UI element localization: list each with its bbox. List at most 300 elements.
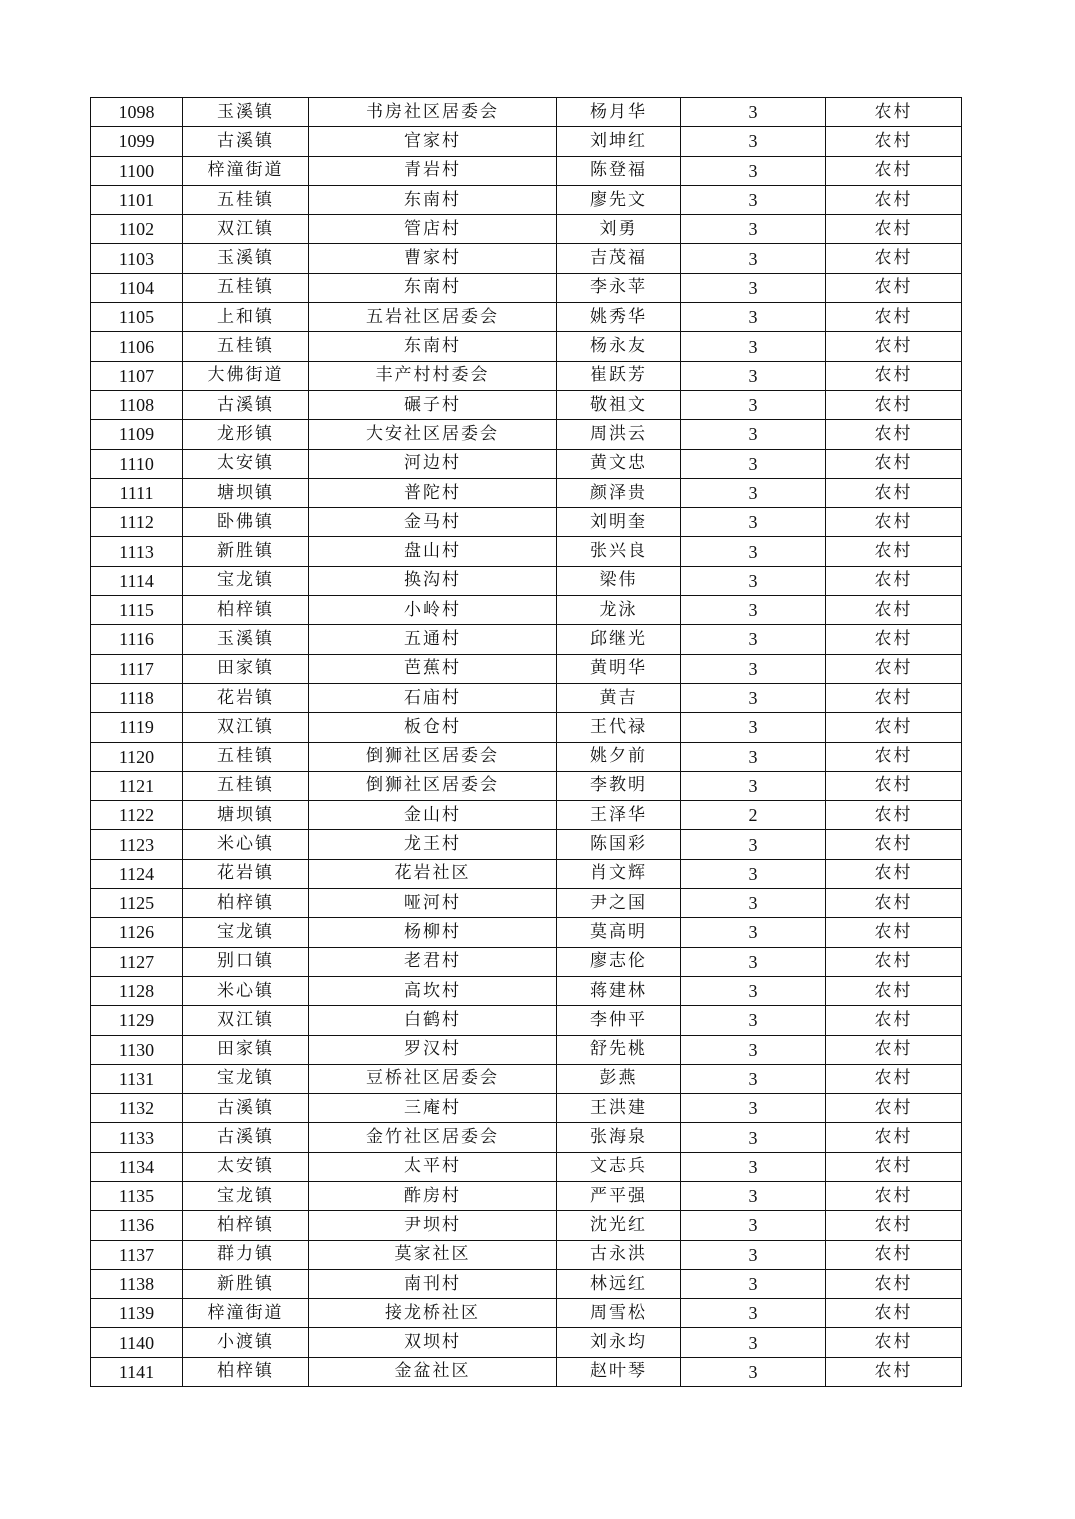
- town-cell: 群力镇: [183, 1240, 309, 1269]
- count-cell: 3: [681, 742, 826, 771]
- table-row: [91, 1328, 962, 1357]
- village-cell: 酢房村: [309, 1181, 557, 1210]
- village-cell: 金马村: [309, 508, 557, 537]
- village-cell: 东南村: [309, 273, 557, 302]
- area-type-cell: 农村: [826, 713, 962, 742]
- town-cell: 宝龙镇: [183, 1064, 309, 1093]
- village-cell: 东南村: [309, 332, 557, 361]
- area-type-cell: 农村: [826, 1094, 962, 1123]
- count-cell: 3: [681, 390, 826, 419]
- town-cell: 宝龙镇: [183, 1181, 309, 1210]
- table-row: [91, 1240, 962, 1269]
- count-cell: 3: [681, 332, 826, 361]
- row-number-cell: 1128: [91, 976, 183, 1005]
- person-name-cell: 廖志伦: [557, 947, 681, 976]
- person-name-cell: 梁伟: [557, 566, 681, 595]
- row-number-cell: 1103: [91, 244, 183, 273]
- table-row: [91, 303, 962, 332]
- count-cell: 3: [681, 625, 826, 654]
- count-cell: 3: [681, 596, 826, 625]
- area-type-cell: 农村: [826, 1035, 962, 1064]
- village-cell: 盘山村: [309, 537, 557, 566]
- town-cell: 龙形镇: [183, 420, 309, 449]
- count-cell: 3: [681, 1328, 826, 1357]
- village-cell: 普陀村: [309, 478, 557, 507]
- count-cell: 3: [681, 654, 826, 683]
- row-number-cell: 1119: [91, 713, 183, 742]
- person-name-cell: 崔跃芳: [557, 361, 681, 390]
- village-cell: 三庵村: [309, 1094, 557, 1123]
- table-row: [91, 830, 962, 859]
- table-row: [91, 215, 962, 244]
- person-name-cell: 莫高明: [557, 918, 681, 947]
- village-cell: 芭蕉村: [309, 654, 557, 683]
- row-number-cell: 1126: [91, 918, 183, 947]
- person-name-cell: 肖文辉: [557, 859, 681, 888]
- person-name-cell: 杨月华: [557, 98, 681, 127]
- area-type-cell: 农村: [826, 1211, 962, 1240]
- count-cell: 3: [681, 1094, 826, 1123]
- village-cell: 碾子村: [309, 390, 557, 419]
- row-number-cell: 1130: [91, 1035, 183, 1064]
- row-number-cell: 1132: [91, 1094, 183, 1123]
- person-name-cell: 黄吉: [557, 683, 681, 712]
- count-cell: 3: [681, 1006, 826, 1035]
- row-number-cell: 1102: [91, 215, 183, 244]
- town-cell: 古溪镇: [183, 127, 309, 156]
- table-row: [91, 1357, 962, 1386]
- table-row: [91, 361, 962, 390]
- count-cell: 3: [681, 361, 826, 390]
- table-row: [91, 801, 962, 830]
- person-name-cell: 周雪松: [557, 1299, 681, 1328]
- area-type-cell: 农村: [826, 625, 962, 654]
- table-row: [91, 449, 962, 478]
- table-row: [91, 947, 962, 976]
- table-row: [91, 420, 962, 449]
- town-cell: 太安镇: [183, 449, 309, 478]
- person-name-cell: 颜泽贵: [557, 478, 681, 507]
- area-type-cell: 农村: [826, 1006, 962, 1035]
- town-cell: 上和镇: [183, 303, 309, 332]
- village-cell: 五岩社区居委会: [309, 303, 557, 332]
- count-cell: 3: [681, 127, 826, 156]
- count-cell: 3: [681, 508, 826, 537]
- person-name-cell: 周洪云: [557, 420, 681, 449]
- area-type-cell: 农村: [826, 742, 962, 771]
- count-cell: 3: [681, 830, 826, 859]
- village-cell: 南刊村: [309, 1269, 557, 1298]
- area-type-cell: 农村: [826, 215, 962, 244]
- table-row: [91, 918, 962, 947]
- town-cell: 五桂镇: [183, 332, 309, 361]
- count-cell: 3: [681, 537, 826, 566]
- count-cell: 3: [681, 918, 826, 947]
- area-type-cell: 农村: [826, 771, 962, 800]
- person-name-cell: 龙泳: [557, 596, 681, 625]
- town-cell: 别口镇: [183, 947, 309, 976]
- row-number-cell: 1100: [91, 156, 183, 185]
- village-cell: 杨柳村: [309, 918, 557, 947]
- count-cell: 3: [681, 215, 826, 244]
- row-number-cell: 1114: [91, 566, 183, 595]
- town-cell: 米心镇: [183, 830, 309, 859]
- count-cell: 3: [681, 566, 826, 595]
- person-name-cell: 黄文忠: [557, 449, 681, 478]
- village-cell: 接龙桥社区: [309, 1299, 557, 1328]
- count-cell: 3: [681, 771, 826, 800]
- count-cell: 2: [681, 801, 826, 830]
- table-row: [91, 625, 962, 654]
- village-cell: 大安社区居委会: [309, 420, 557, 449]
- table-row: [91, 654, 962, 683]
- town-cell: 宝龙镇: [183, 918, 309, 947]
- row-number-cell: 1106: [91, 332, 183, 361]
- village-cell: 哑河村: [309, 889, 557, 918]
- village-cell: 金盆社区: [309, 1357, 557, 1386]
- person-name-cell: 蒋建林: [557, 976, 681, 1005]
- table-row: [91, 1211, 962, 1240]
- table-row: [91, 127, 962, 156]
- town-cell: 双江镇: [183, 215, 309, 244]
- row-number-cell: 1127: [91, 947, 183, 976]
- count-cell: 3: [681, 185, 826, 214]
- count-cell: 3: [681, 1299, 826, 1328]
- person-name-cell: 王洪建: [557, 1094, 681, 1123]
- table-row: [91, 537, 962, 566]
- row-number-cell: 1108: [91, 390, 183, 419]
- row-number-cell: 1122: [91, 801, 183, 830]
- row-number-cell: 1138: [91, 1269, 183, 1298]
- row-number-cell: 1129: [91, 1006, 183, 1035]
- area-type-cell: 农村: [826, 1328, 962, 1357]
- town-cell: 五桂镇: [183, 185, 309, 214]
- row-number-cell: 1133: [91, 1123, 183, 1152]
- table-row: [91, 478, 962, 507]
- village-cell: 莫家社区: [309, 1240, 557, 1269]
- row-number-cell: 1117: [91, 654, 183, 683]
- person-name-cell: 刘永均: [557, 1328, 681, 1357]
- area-type-cell: 农村: [826, 1064, 962, 1093]
- person-name-cell: 王泽华: [557, 801, 681, 830]
- row-number-cell: 1110: [91, 449, 183, 478]
- table-row: [91, 1123, 962, 1152]
- person-name-cell: 张兴良: [557, 537, 681, 566]
- count-cell: 3: [681, 1064, 826, 1093]
- person-name-cell: 赵叶琴: [557, 1357, 681, 1386]
- village-cell: 双坝村: [309, 1328, 557, 1357]
- table-row: [91, 859, 962, 888]
- village-cell: 书房社区居委会: [309, 98, 557, 127]
- village-cell: 白鹤村: [309, 1006, 557, 1035]
- area-type-cell: 农村: [826, 332, 962, 361]
- count-cell: 3: [681, 420, 826, 449]
- village-cell: 换沟村: [309, 566, 557, 595]
- table-row: [91, 1269, 962, 1298]
- count-cell: 3: [681, 889, 826, 918]
- table-row: [91, 156, 962, 185]
- area-type-cell: 农村: [826, 244, 962, 273]
- row-number-cell: 1109: [91, 420, 183, 449]
- table-row: [91, 1035, 962, 1064]
- count-cell: 3: [681, 1240, 826, 1269]
- area-type-cell: 农村: [826, 1152, 962, 1181]
- town-cell: 田家镇: [183, 1035, 309, 1064]
- town-cell: 柏梓镇: [183, 889, 309, 918]
- area-type-cell: 农村: [826, 156, 962, 185]
- count-cell: 3: [681, 859, 826, 888]
- table-row: [91, 976, 962, 1005]
- town-cell: 梓潼街道: [183, 156, 309, 185]
- person-name-cell: 姚夕前: [557, 742, 681, 771]
- area-type-cell: 农村: [826, 889, 962, 918]
- village-cell: 高坎村: [309, 976, 557, 1005]
- table-row: [91, 273, 962, 302]
- row-number-cell: 1134: [91, 1152, 183, 1181]
- area-type-cell: 农村: [826, 361, 962, 390]
- town-cell: 古溪镇: [183, 1094, 309, 1123]
- town-cell: 玉溪镇: [183, 98, 309, 127]
- count-cell: 3: [681, 976, 826, 1005]
- table-row: [91, 1094, 962, 1123]
- person-name-cell: 沈光红: [557, 1211, 681, 1240]
- village-cell: 丰产村村委会: [309, 361, 557, 390]
- village-cell: 豆桥社区居委会: [309, 1064, 557, 1093]
- village-cell: 板仓村: [309, 713, 557, 742]
- area-type-cell: 农村: [826, 449, 962, 478]
- count-cell: 3: [681, 303, 826, 332]
- town-cell: 卧佛镇: [183, 508, 309, 537]
- area-type-cell: 农村: [826, 98, 962, 127]
- row-number-cell: 1116: [91, 625, 183, 654]
- person-name-cell: 林远红: [557, 1269, 681, 1298]
- village-cell: 曹家村: [309, 244, 557, 273]
- table-row: [91, 1064, 962, 1093]
- area-type-cell: 农村: [826, 683, 962, 712]
- table-row: [91, 1181, 962, 1210]
- person-name-cell: 陈国彩: [557, 830, 681, 859]
- area-type-cell: 农村: [826, 654, 962, 683]
- person-name-cell: 张海泉: [557, 1123, 681, 1152]
- row-number-cell: 1099: [91, 127, 183, 156]
- row-number-cell: 1141: [91, 1357, 183, 1386]
- person-name-cell: 文志兵: [557, 1152, 681, 1181]
- village-cell: 管店村: [309, 215, 557, 244]
- person-name-cell: 邱继光: [557, 625, 681, 654]
- town-cell: 塘坝镇: [183, 801, 309, 830]
- person-name-cell: 吉茂福: [557, 244, 681, 273]
- row-number-cell: 1118: [91, 683, 183, 712]
- area-type-cell: 农村: [826, 1123, 962, 1152]
- person-name-cell: 古永洪: [557, 1240, 681, 1269]
- area-type-cell: 农村: [826, 508, 962, 537]
- person-name-cell: 王代禄: [557, 713, 681, 742]
- count-cell: 3: [681, 244, 826, 273]
- town-cell: 柏梓镇: [183, 596, 309, 625]
- count-cell: 3: [681, 478, 826, 507]
- town-cell: 双江镇: [183, 1006, 309, 1035]
- row-number-cell: 1139: [91, 1299, 183, 1328]
- table-row: [91, 742, 962, 771]
- town-cell: 塘坝镇: [183, 478, 309, 507]
- table-row: [91, 1006, 962, 1035]
- town-cell: 双江镇: [183, 713, 309, 742]
- table-row: [91, 390, 962, 419]
- town-cell: 玉溪镇: [183, 625, 309, 654]
- row-number-cell: 1112: [91, 508, 183, 537]
- row-number-cell: 1115: [91, 596, 183, 625]
- area-type-cell: 农村: [826, 478, 962, 507]
- town-cell: 花岩镇: [183, 683, 309, 712]
- village-cell: 罗汉村: [309, 1035, 557, 1064]
- town-cell: 米心镇: [183, 976, 309, 1005]
- town-cell: 柏梓镇: [183, 1211, 309, 1240]
- person-name-cell: 尹之国: [557, 889, 681, 918]
- area-type-cell: 农村: [826, 1357, 962, 1386]
- row-number-cell: 1131: [91, 1064, 183, 1093]
- area-type-cell: 农村: [826, 537, 962, 566]
- person-name-cell: 刘明奎: [557, 508, 681, 537]
- person-name-cell: 刘勇: [557, 215, 681, 244]
- area-type-cell: 农村: [826, 918, 962, 947]
- area-type-cell: 农村: [826, 859, 962, 888]
- count-cell: 3: [681, 1269, 826, 1298]
- count-cell: 3: [681, 156, 826, 185]
- village-cell: 石庙村: [309, 683, 557, 712]
- village-cell: 小岭村: [309, 596, 557, 625]
- person-name-cell: 黄明华: [557, 654, 681, 683]
- records-table-body: [91, 98, 962, 1387]
- town-cell: 五桂镇: [183, 771, 309, 800]
- village-cell: 花岩社区: [309, 859, 557, 888]
- person-name-cell: 李仲平: [557, 1006, 681, 1035]
- person-name-cell: 严平强: [557, 1181, 681, 1210]
- count-cell: 3: [681, 1035, 826, 1064]
- count-cell: 3: [681, 1152, 826, 1181]
- table-row: [91, 566, 962, 595]
- town-cell: 新胜镇: [183, 1269, 309, 1298]
- person-name-cell: 敬祖文: [557, 390, 681, 419]
- village-cell: 龙王村: [309, 830, 557, 859]
- row-number-cell: 1137: [91, 1240, 183, 1269]
- table-row: [91, 244, 962, 273]
- table-row: [91, 683, 962, 712]
- row-number-cell: 1107: [91, 361, 183, 390]
- row-number-cell: 1136: [91, 1211, 183, 1240]
- person-name-cell: 李永苹: [557, 273, 681, 302]
- town-cell: 小渡镇: [183, 1328, 309, 1357]
- count-cell: 3: [681, 1123, 826, 1152]
- town-cell: 大佛街道: [183, 361, 309, 390]
- person-name-cell: 李教明: [557, 771, 681, 800]
- person-name-cell: 廖先文: [557, 185, 681, 214]
- row-number-cell: 1124: [91, 859, 183, 888]
- table-row: [91, 889, 962, 918]
- village-cell: 倒狮社区居委会: [309, 742, 557, 771]
- village-cell: 太平村: [309, 1152, 557, 1181]
- table-row: [91, 185, 962, 214]
- village-cell: 东南村: [309, 185, 557, 214]
- area-type-cell: 农村: [826, 801, 962, 830]
- village-cell: 金山村: [309, 801, 557, 830]
- village-cell: 老君村: [309, 947, 557, 976]
- village-cell: 河边村: [309, 449, 557, 478]
- person-name-cell: 舒先桃: [557, 1035, 681, 1064]
- town-cell: 梓潼街道: [183, 1299, 309, 1328]
- row-number-cell: 1098: [91, 98, 183, 127]
- village-cell: 尹坝村: [309, 1211, 557, 1240]
- area-type-cell: 农村: [826, 303, 962, 332]
- town-cell: 柏梓镇: [183, 1357, 309, 1386]
- area-type-cell: 农村: [826, 1269, 962, 1298]
- table-row: [91, 771, 962, 800]
- person-name-cell: 杨永友: [557, 332, 681, 361]
- area-type-cell: 农村: [826, 566, 962, 595]
- town-cell: 太安镇: [183, 1152, 309, 1181]
- count-cell: 3: [681, 449, 826, 478]
- village-cell: 官家村: [309, 127, 557, 156]
- table-row: [91, 98, 962, 127]
- table-row: [91, 713, 962, 742]
- row-number-cell: 1101: [91, 185, 183, 214]
- area-type-cell: 农村: [826, 185, 962, 214]
- row-number-cell: 1121: [91, 771, 183, 800]
- area-type-cell: 农村: [826, 127, 962, 156]
- row-number-cell: 1104: [91, 273, 183, 302]
- row-number-cell: 1140: [91, 1328, 183, 1357]
- town-cell: 宝龙镇: [183, 566, 309, 595]
- table-row: [91, 1299, 962, 1328]
- town-cell: 五桂镇: [183, 273, 309, 302]
- village-cell: 倒狮社区居委会: [309, 771, 557, 800]
- village-cell: 金竹社区居委会: [309, 1123, 557, 1152]
- row-number-cell: 1135: [91, 1181, 183, 1210]
- area-type-cell: 农村: [826, 1240, 962, 1269]
- area-type-cell: 农村: [826, 830, 962, 859]
- count-cell: 3: [681, 1181, 826, 1210]
- area-type-cell: 农村: [826, 947, 962, 976]
- person-name-cell: 陈登福: [557, 156, 681, 185]
- row-number-cell: 1111: [91, 478, 183, 507]
- row-number-cell: 1113: [91, 537, 183, 566]
- area-type-cell: 农村: [826, 273, 962, 302]
- town-cell: 田家镇: [183, 654, 309, 683]
- count-cell: 3: [681, 947, 826, 976]
- row-number-cell: 1125: [91, 889, 183, 918]
- area-type-cell: 农村: [826, 1181, 962, 1210]
- area-type-cell: 农村: [826, 1299, 962, 1328]
- table-row: [91, 332, 962, 361]
- area-type-cell: 农村: [826, 596, 962, 625]
- records-table: [90, 97, 962, 1387]
- village-cell: 青岩村: [309, 156, 557, 185]
- count-cell: 3: [681, 273, 826, 302]
- table-row: [91, 596, 962, 625]
- town-cell: 五桂镇: [183, 742, 309, 771]
- person-name-cell: 姚秀华: [557, 303, 681, 332]
- town-cell: 古溪镇: [183, 1123, 309, 1152]
- area-type-cell: 农村: [826, 420, 962, 449]
- count-cell: 3: [681, 1211, 826, 1240]
- count-cell: 3: [681, 713, 826, 742]
- town-cell: 古溪镇: [183, 390, 309, 419]
- row-number-cell: 1123: [91, 830, 183, 859]
- area-type-cell: 农村: [826, 976, 962, 1005]
- count-cell: 3: [681, 1357, 826, 1386]
- table-row: [91, 1152, 962, 1181]
- town-cell: 玉溪镇: [183, 244, 309, 273]
- person-name-cell: 刘坤红: [557, 127, 681, 156]
